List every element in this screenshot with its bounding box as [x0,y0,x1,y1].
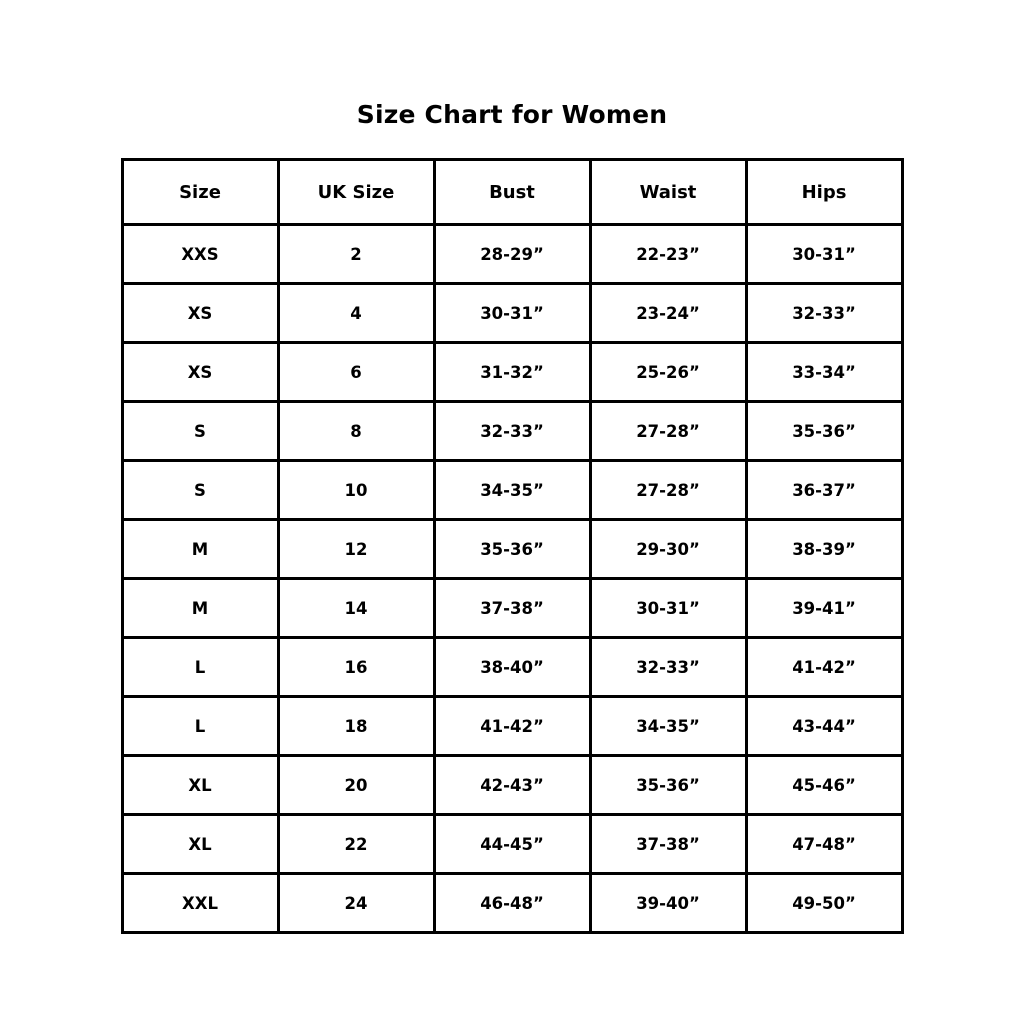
cell-bust: 31-32” [434,343,590,402]
table-header [122,160,902,225]
page-title: Size Chart for Women [356,100,668,129]
cell-hips: 36-37” [746,461,902,520]
cell-size: S [122,402,278,461]
column-header-hips: Hips [746,160,902,225]
size-chart-table [121,158,904,934]
cell-uk-size: 4 [278,284,434,343]
cell-size: XS [122,343,278,402]
column-header-uk-size: UK Size [278,160,434,225]
cell-uk-size: 12 [278,520,434,579]
cell-size: M [122,520,278,579]
cell-waist: 30-31” [590,579,746,638]
cell-waist: 34-35” [590,697,746,756]
cell-bust: 41-42” [434,697,590,756]
cell-bust: 35-36” [434,520,590,579]
cell-size: XXL [122,874,278,933]
table-row [122,579,902,638]
cell-waist: 22-23” [590,225,746,284]
cell-waist: 32-33” [590,638,746,697]
cell-waist: 37-38” [590,815,746,874]
cell-hips: 30-31” [746,225,902,284]
cell-uk-size: 24 [278,874,434,933]
cell-hips: 38-39” [746,520,902,579]
table-row [122,343,902,402]
cell-size: M [122,579,278,638]
cell-bust: 44-45” [434,815,590,874]
table-row [122,638,902,697]
cell-bust: 38-40” [434,638,590,697]
table-row [122,461,902,520]
cell-size: XS [122,284,278,343]
cell-uk-size: 14 [278,579,434,638]
table-header-row [122,160,902,225]
cell-hips: 45-46” [746,756,902,815]
cell-waist: 35-36” [590,756,746,815]
cell-uk-size: 8 [278,402,434,461]
cell-hips: 47-48” [746,815,902,874]
cell-waist: 29-30” [590,520,746,579]
cell-bust: 28-29” [434,225,590,284]
cell-bust: 32-33” [434,402,590,461]
table-row [122,756,902,815]
cell-waist: 25-26” [590,343,746,402]
table-row [122,815,902,874]
cell-hips: 35-36” [746,402,902,461]
table-row [122,402,902,461]
table-row [122,284,902,343]
cell-size: XXS [122,225,278,284]
cell-uk-size: 18 [278,697,434,756]
cell-hips: 32-33” [746,284,902,343]
cell-waist: 39-40” [590,874,746,933]
cell-uk-size: 6 [278,343,434,402]
column-header-size: Size [122,160,278,225]
cell-hips: 41-42” [746,638,902,697]
cell-bust: 34-35” [434,461,590,520]
cell-uk-size: 16 [278,638,434,697]
cell-size: S [122,461,278,520]
cell-uk-size: 20 [278,756,434,815]
cell-waist: 27-28” [590,402,746,461]
size-chart-table-container [121,158,904,934]
cell-hips: 39-41” [746,579,902,638]
cell-size: XL [122,815,278,874]
cell-size: XL [122,756,278,815]
cell-bust: 46-48” [434,874,590,933]
table-row [122,520,902,579]
cell-waist: 23-24” [590,284,746,343]
cell-bust: 37-38” [434,579,590,638]
table-body [122,225,902,933]
cell-uk-size: 10 [278,461,434,520]
column-header-bust: Bust [434,160,590,225]
column-header-waist: Waist [590,160,746,225]
table-row [122,874,902,933]
table-row [122,697,902,756]
cell-size: L [122,638,278,697]
cell-uk-size: 22 [278,815,434,874]
cell-waist: 27-28” [590,461,746,520]
cell-bust: 30-31” [434,284,590,343]
cell-size: L [122,697,278,756]
cell-hips: 33-34” [746,343,902,402]
cell-hips: 49-50” [746,874,902,933]
cell-uk-size: 2 [278,225,434,284]
table-row [122,225,902,284]
cell-hips: 43-44” [746,697,902,756]
cell-bust: 42-43” [434,756,590,815]
